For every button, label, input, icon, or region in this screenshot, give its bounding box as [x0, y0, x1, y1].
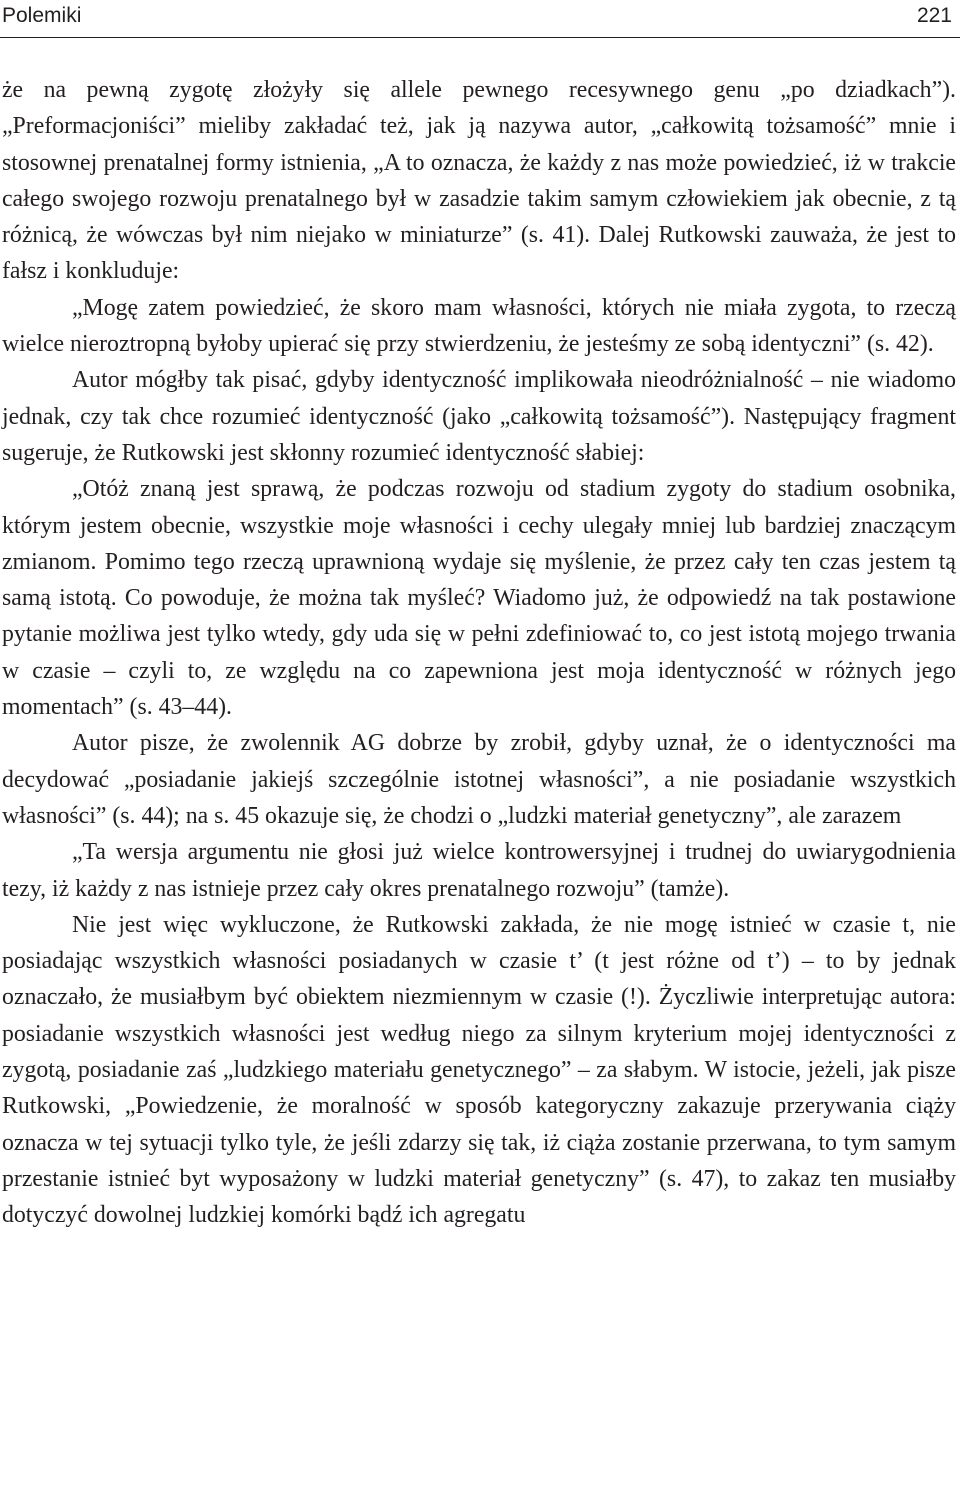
body-text — [2, 72, 956, 1234]
block-quote: „Ta wersja argumentu nie głosi już wielce kontrowersyjnej i trudnej do uwiarygodnienia tezy, iż każdy z nas istnieje przez cały okres prenatalnego rozwoju” (tamże). — [2, 839, 956, 902]
paragraph: Nie jest więc wykluczone, że Rutkowski zakłada, że nie mogę istnieć w czasie t, nie posiadając wszystkich własności posiadanych w czasie t’ (t jest różne od t’) – to by jednak oznaczało, że musiałbym być obiektem niezmiennym w czasie (!). Życzliwie interpretując autora: posiadanie wszystkich własności jest według niego za silnym kryterium mojej identyczności z zygotą, posiadanie zaś „ludzkiego materiału genetycznego” – za słabym. W istocie, jeżeli, jak pisze Rutkowski, „Powiedzenie, że moralność w sposób kategoryczny zakazuje przerywania ciąży oznacza w tej sytuacji tylko tyle, że jeśli zdarzy się tak, iż ciąża zostanie przerwana, to tym samym przestanie istnieć byt wyposażony w ludzki materiał genetyczny” (s. 47), to zakaz ten musiałby dotyczyć dowolnej ludzkiej komórki bądź ich agregatu — [2, 911, 956, 1229]
paragraph: Autor mógłby tak pisać, gdyby identyczność implikowała nieodróżnialność – nie wiadomo jednak, czy tak chce rozumieć identyczność (jako „całkowitą tożsamość”). Następujący fragment sugeruje, że Rutkowski jest skłonny rozumieć identyczność słabiej: — [2, 367, 956, 466]
block-quote: „Mogę zatem powiedzieć, że skoro mam własności, których nie miała zygota, to rzeczą wielce nieroztropną byłoby upierać się przy stwierdzeniu, że jesteśmy ze sobą identyczni” (s. 42). — [2, 294, 956, 358]
header-rule — [0, 37, 960, 38]
block-quote: „Otóż znaną jest sprawą, że podczas rozwoju od stadium zygoty do stadium osobnika, którym jestem obecnie, wszystkie moje własności i cechy ulegały mniej lub bardziej znaczącym zmianom. Pomimo tego rzeczą uprawnioną wydaje się myślenie, że przez cały ten czas jestem tą samą istotą. Co powoduje, że można tak myśleć? Wiadomo już, że odpowiedź na tak postawione pytanie możliwa jest tylko wtedy, gdy uda się w pełni zdefiniować to, co jest istotą mojego trwania w czasie – czyli to, ze względu na co zapewniona jest moja identyczność w różnych jego momentach” (s. 43–44). — [2, 476, 956, 721]
running-title: Polemiki — [2, 4, 82, 27]
running-header — [0, 0, 960, 38]
paragraph-continued: że na pewną zygotę złożyły się allele pewnego recesywnego genu „po dziadkach”). „Preformacjoniści” mieliby zakładać też, jak ją nazywa autor, „całkowitą tożsamość” mnie i stosownej prenatalnej formy istnienia, „A to oznacza, że każdy z nas może powiedzieć, iż w trakcie całego swojego rozwoju prenatalnego był w zasadzie takim samym człowiekiem jak obecnie, z tą różnicą, że wówczas był nim niejako w miniaturze” (s. 41). Dalej Rutkowski zauważa, że jest to fałsz i konkluduje: — [2, 77, 956, 285]
paragraph: Autor pisze, że zwolennik AG dobrze by zrobił, gdyby uznał, że o identyczności ma decydować „posiadanie jakiejś szczególnie istotnej własności”, a nie posiadanie wszystkich własności” (s. 44); na s. 45 okazuje się, że chodzi o „ludzki materiał genetyczny”, ale zarazem — [2, 730, 956, 829]
page-number: 221 — [916, 4, 952, 27]
